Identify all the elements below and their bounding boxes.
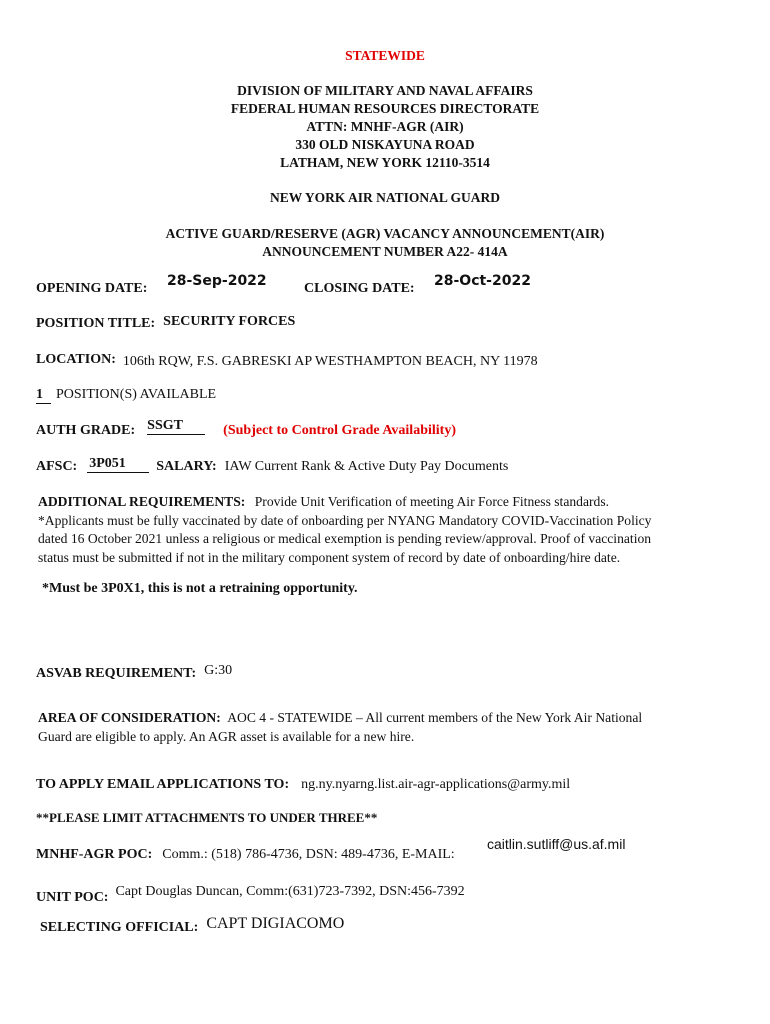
apply-row: [36, 775, 570, 793]
grade-availability-note: (Subject to Control Grade Availability): [223, 423, 456, 438]
location-label: LOCATION:: [36, 352, 116, 367]
position-title-label: POSITION TITLE:: [36, 316, 156, 331]
mnhf-poc-email[interactable]: caitlin.sutliff@us.af.mil: [487, 836, 626, 852]
apply-email[interactable]: ng.ny.nyarng.list.air-agr-applications@army.mil: [301, 777, 571, 792]
unit-poc-label: UNIT POC:: [36, 890, 109, 905]
auth-grade-row: [36, 418, 456, 440]
salary-value: IAW Current Rank & Active Duty Pay Documents: [224, 459, 509, 474]
announcement-title: ACTIVE GUARD/RESERVE (AGR) VACANCY ANNOUNCEMENT(AIR): [165, 226, 605, 241]
salary-label: SALARY:: [156, 459, 217, 474]
unit-heading: NEW YORK AIR NATIONAL GUARD: [269, 190, 501, 205]
selecting-official-row: [40, 915, 345, 936]
header-line-street: 330 OLD NISKAYUNA ROAD: [295, 137, 475, 152]
mnhf-poc-contact: Comm.: (518) 786-4736, DSN: 489-4736, E-MAIL:: [162, 847, 455, 862]
positions-available-row: [36, 385, 216, 404]
afsc-label: AFSC:: [36, 459, 78, 474]
header-line-directorate: FEDERAL HUMAN RESOURCES DIRECTORATE: [230, 101, 540, 116]
additional-requirements-first-line: Provide Unit Verification of meeting Air Force Fitness standards.: [254, 494, 610, 509]
header-line-attn: ATTN: MNHF-AGR (AIR): [306, 119, 464, 134]
additional-requirements-line: dated 16 October 2021 unless a religious or medical exemption is pending review/approval. Proof of vaccination: [38, 531, 652, 546]
announcement-number: ANNOUNCEMENT NUMBER A22- 414A: [262, 244, 508, 259]
afsc-salary-row: [36, 457, 508, 476]
unit-poc-row: [36, 884, 465, 906]
additional-requirements-label: ADDITIONAL REQUIREMENTS:: [38, 494, 246, 509]
positions-count: 1: [36, 387, 51, 404]
opening-date-label: OPENING DATE:: [36, 281, 148, 296]
area-of-consideration: [38, 709, 728, 746]
asvab-value: G:30: [204, 663, 233, 678]
closing-date-value: 28-Oct-2022: [434, 273, 531, 289]
selecting-official-value: CAPT DIGIACOMO: [206, 915, 345, 932]
position-title-row: [36, 314, 295, 332]
apply-label: TO APPLY EMAIL APPLICATIONS TO:: [36, 777, 290, 792]
retraining-note: *Must be 3P0X1, this is not a retraining opportunity.: [42, 581, 358, 596]
limit-attachments-note: **PLEASE LIMIT ATTACHMENTS TO UNDER THREE**: [36, 810, 378, 825]
closing-date-label: CLOSING DATE:: [304, 281, 415, 296]
area-of-consideration-line1: AOC 4 - STATEWIDE – All current members of the New York Air National: [227, 710, 643, 725]
statewide-heading: STATEWIDE: [345, 48, 425, 63]
asvab-label: ASVAB REQUIREMENT:: [36, 666, 197, 681]
location-row: [36, 350, 538, 368]
location-value: 106th RQW, F.S. GABRESKI AP WESTHAMPTON BEACH, NY 11978: [122, 354, 538, 369]
positions-suffix: POSITION(S) AVAILABLE: [56, 387, 217, 402]
additional-requirements: [38, 493, 728, 567]
header-line-division: DIVISION OF MILITARY AND NAVAL AFFAIRS: [237, 83, 533, 98]
selecting-official-label: SELECTING OFFICIAL:: [40, 920, 199, 935]
unit-poc-value: Capt Douglas Duncan, Comm:(631)723-7392, DSN:456-7392: [115, 884, 465, 899]
additional-requirements-line: *Applicants must be fully vaccinated by date of onboarding per NYANG Mandatory COVID-Vaccination Policy: [38, 512, 652, 528]
area-of-consideration-line2: Guard are eligible to apply. An AGR asset is available for a new hire.: [38, 728, 415, 744]
mnhf-poc-row: [36, 845, 455, 863]
additional-requirements-line: status must be submitted if not in the military component system of record by date of onboarding/hire date.: [38, 549, 621, 565]
afsc-value: 3P051: [87, 456, 149, 473]
area-of-consideration-label: AREA OF CONSIDERATION:: [38, 710, 221, 725]
asvab-row: [36, 664, 232, 682]
auth-grade-label: AUTH GRADE:: [36, 423, 136, 438]
header-line-city: LATHAM, NEW YORK 12110-3514: [280, 155, 490, 170]
mnhf-poc-label: MNHF-AGR POC:: [36, 847, 153, 862]
position-title-value: SECURITY FORCES: [163, 314, 296, 329]
auth-grade-value: SSGT: [147, 418, 205, 435]
opening-date-value: 28-Sep-2022: [167, 273, 267, 289]
